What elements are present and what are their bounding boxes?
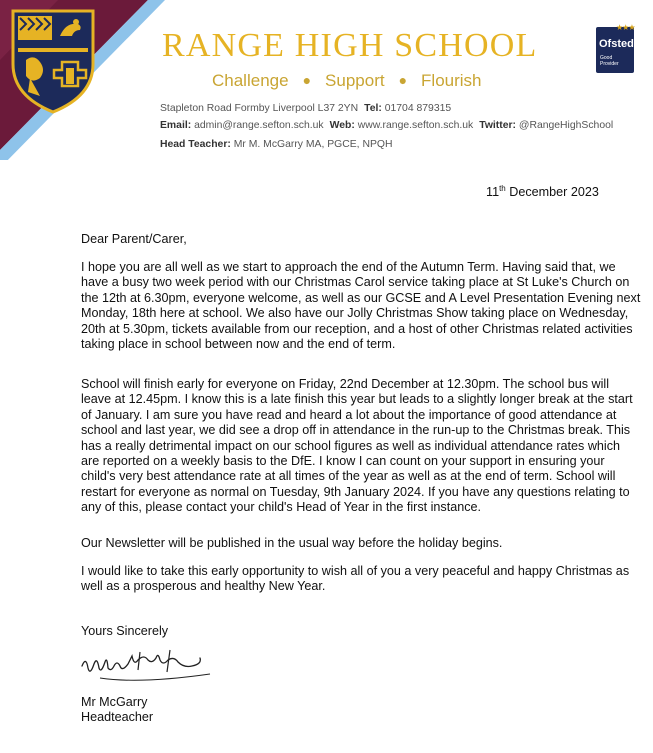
school-motto <box>212 70 482 92</box>
ofsted-rating: Good Provider <box>600 55 619 67</box>
ofsted-word: Ofsted <box>599 38 634 50</box>
head-teacher-name: Mr M. McGarry MA, PGCE, NPQH <box>233 139 393 150</box>
motto-bullet: ● <box>302 72 312 88</box>
web-link[interactable]: www.range.sefton.sch.uk <box>357 120 474 131</box>
ofsted-stars-icon: ★★★ <box>616 23 635 32</box>
paragraph-events: I hope you are all well as we start to approach the end of the Autumn Term. Having said that, we have a busy two week period with our Christmas Carol service taking place at St Luke's Church on the 12th at 6.30pm, everyone welcome, as well as our GCSE and A Level Presentation Evening next Monday, 18th here at school. We also have our Jolly Christmas Show taking place on Wednesday, 20th at 5.30pm, tickets available from our reception, and a host of other Christmas related activities taking place in school between now and the end of term. <box>81 260 641 352</box>
motto-word-challenge: Challenge <box>212 71 289 90</box>
address-line <box>160 102 451 115</box>
handwritten-signature <box>80 644 220 688</box>
tel-label: Tel: <box>364 103 382 114</box>
school-name: RANGE HIGH SCHOOL <box>162 27 538 64</box>
paragraph-wishes: I would like to take this early opportunity to wish all of you a very peaceful and happy Christmas as well as a prosperous and healthy New Year. <box>81 564 630 594</box>
twitter-handle[interactable]: @RangeHighSchool <box>518 120 614 131</box>
sender-name: Mr McGarry <box>81 695 148 709</box>
online-contacts-line <box>160 119 613 132</box>
motto-bullet: ● <box>398 72 408 88</box>
sender-title: Headteacher <box>81 710 154 724</box>
ofsted-badge <box>596 23 635 73</box>
motto-word-support: Support <box>325 71 385 90</box>
email-link[interactable]: admin@range.sefton.sch.uk <box>194 120 324 131</box>
web-label: Web: <box>329 120 355 131</box>
twitter-label: Twitter: <box>479 120 516 131</box>
tel-value: 01704 879315 <box>384 103 452 114</box>
salutation: Dear Parent/Carer, <box>81 232 187 246</box>
head-teacher-line <box>160 138 392 151</box>
closing-line: Yours Sincerely <box>81 624 169 638</box>
head-teacher-label: Head Teacher: <box>160 139 231 150</box>
paragraph-newsletter: Our Newsletter will be published in the usual way before the holiday begins. <box>81 536 503 550</box>
paragraph-attendance: School will finish early for everyone on Friday, 22nd December at 12.30pm. The school bus will leave at 12.45pm. I know this is a late finish this year but leads to a slightly longer break at the start of January. I am sure you have read and heard a lot about the importance of good attendance at school and last year, we did see a drop off in attendance in the run-up to the Christmas break. This has a really detrimental impact on our school figures as well as individual attendance rates which are reported on a weekly basis to the DfE. I know I can count on your support in ensuring your child's very best attendance rate at all times of the year as well as at the end of term. School will restart for everyone as normal on Tuesday, 9th January 2024. If you have any questions relating to any of this, please contact your child's Head of Year in the first instance. <box>81 377 633 515</box>
email-label: Email: <box>160 120 192 131</box>
address-text: Stapleton Road Formby Liverpool L37 2YN <box>160 103 359 114</box>
school-crest-logo <box>10 8 96 114</box>
motto-word-flourish: Flourish <box>421 71 482 90</box>
letter-date: 11th December 2023 <box>486 184 599 200</box>
